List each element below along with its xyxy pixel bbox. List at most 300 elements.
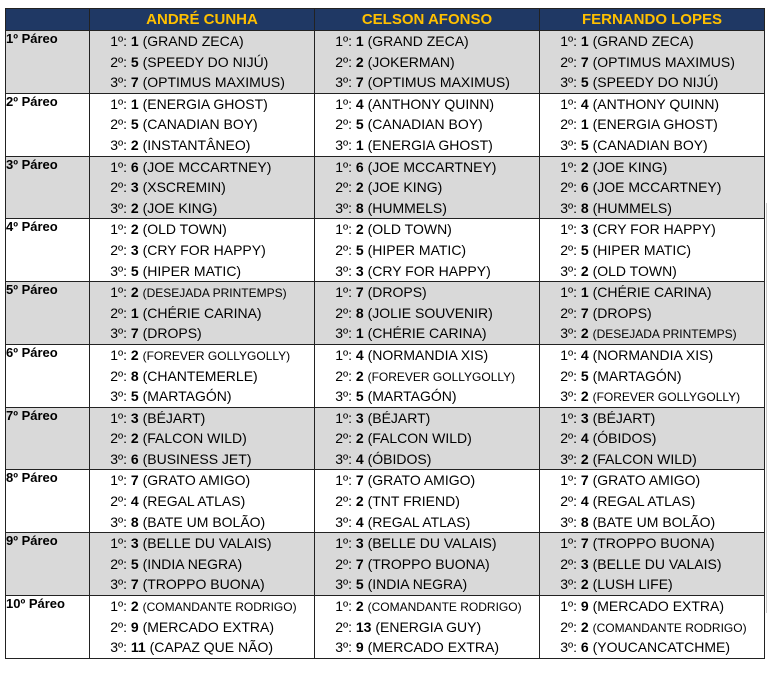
horse-name: (BATE UM BOLÃO) (142, 513, 266, 530)
race-row (6, 344, 765, 407)
horse-number: 2 (355, 430, 364, 447)
horse-number: 1 (355, 33, 364, 49)
pick-position: 2º: (335, 367, 352, 384)
pick-position: 3º: (560, 450, 577, 467)
horse-name: (MERCADO EXTRA) (367, 639, 500, 656)
horse-name: (CANADIAN BOY) (367, 116, 483, 133)
tipster-picks-cell (90, 31, 315, 94)
horse-number: 4 (580, 430, 589, 447)
pick-line (315, 261, 539, 282)
pick-line (90, 366, 314, 387)
pick-position: 2º: (560, 179, 577, 196)
pick-line (540, 219, 764, 240)
tipster-picks-cell (315, 282, 540, 345)
pick-position: 3º: (335, 639, 352, 656)
horse-name: (DROPS) (367, 284, 427, 301)
horse-name: (MERCADO EXTRA) (142, 618, 275, 635)
horse-number: 7 (130, 74, 139, 91)
pick-line (90, 240, 314, 261)
tipster-header: CELSON AFONSO (315, 9, 540, 31)
pick-position: 2º: (560, 555, 577, 572)
horse-number: 5 (580, 367, 589, 384)
horse-name: (INDIA NEGRA) (367, 576, 468, 593)
pick-position: 2º: (335, 304, 352, 321)
horse-name: (BÉJART) (367, 409, 431, 426)
horse-name: (GRAND ZECA) (592, 33, 694, 49)
horse-name: (CHANTEMERLE) (142, 367, 258, 384)
pick-line (90, 177, 314, 198)
pick-line (315, 554, 539, 575)
horse-number: 7 (580, 53, 589, 70)
pick-line (540, 52, 764, 73)
horse-number: 3 (580, 221, 589, 238)
horse-number: 1 (130, 33, 139, 49)
pick-line (315, 512, 539, 533)
pick-line (90, 261, 314, 282)
pick-line (90, 219, 314, 240)
horse-name: (HUMMELS) (367, 199, 447, 216)
horse-number: 5 (130, 388, 139, 405)
horse-number: 2 (580, 618, 589, 635)
pick-line (315, 72, 539, 93)
horse-name: (MARTAGÓN) (592, 367, 682, 384)
horse-number: 9 (580, 598, 589, 615)
horse-name: (JOLIE SOUVENIR) (367, 304, 493, 321)
pick-line (90, 596, 314, 617)
pick-position: 2º: (335, 430, 352, 447)
horse-name: (GRATO AMIGO) (367, 472, 476, 489)
horse-number: 1 (355, 325, 364, 342)
horse-number: 5 (355, 116, 364, 133)
race-label: 7º Páreo (6, 407, 90, 470)
pick-line (540, 512, 764, 533)
pick-position: 3º: (110, 639, 127, 656)
pick-position: 1º: (560, 95, 577, 112)
pick-position: 1º: (560, 346, 577, 363)
horse-name: (ENERGIA GHOST) (592, 116, 718, 133)
pick-position: 2º: (560, 116, 577, 133)
pick-line (540, 470, 764, 491)
horse-number: 1 (355, 136, 364, 153)
horse-number: 5 (580, 74, 589, 91)
pick-position: 3º: (110, 325, 127, 342)
horse-number: 8 (580, 199, 589, 216)
pick-line (90, 386, 314, 407)
horse-name: (FALCON WILD) (592, 450, 697, 467)
horse-number: 2 (130, 136, 139, 153)
pick-position: 3º: (335, 450, 352, 467)
pick-position: 1º: (335, 284, 352, 301)
horse-name: (INSTANTÂNEO) (142, 136, 251, 153)
pick-position: 3º: (110, 136, 127, 153)
horse-name: (GRATO AMIGO) (142, 472, 251, 489)
horse-name: (ANTHONY QUINN) (367, 95, 495, 112)
pick-line (315, 386, 539, 407)
pick-line (540, 177, 764, 198)
tipster-picks-cell (540, 93, 765, 156)
horse-number: 4 (580, 493, 589, 510)
horse-name: (HIPER MATIC) (592, 241, 692, 258)
pick-position: 1º: (110, 221, 127, 238)
pick-line (315, 637, 539, 658)
horse-name: (CANADIAN BOY) (142, 116, 258, 133)
horse-name: (DESEJADA PRINTEMPS) (592, 327, 737, 342)
horse-name: (HUMMELS) (592, 199, 672, 216)
pick-line (90, 345, 314, 366)
race-label: 2º Páreo (6, 93, 90, 156)
pick-line (315, 282, 539, 303)
pick-line (540, 31, 764, 52)
pick-line (540, 449, 764, 470)
pick-line (315, 114, 539, 135)
horse-number: 1 (580, 33, 589, 49)
pick-line (90, 323, 314, 344)
pick-position: 3º: (110, 388, 127, 405)
horse-number: 7 (130, 325, 139, 342)
horse-number: 2 (130, 221, 139, 238)
pick-line (315, 449, 539, 470)
pick-line (315, 345, 539, 366)
horse-number: 5 (580, 136, 589, 153)
pick-position: 3º: (335, 576, 352, 593)
pick-position: 1º: (335, 346, 352, 363)
horse-number: 3 (580, 555, 589, 572)
horse-name: (ÓBIDOS) (592, 430, 657, 447)
pick-position: 2º: (560, 430, 577, 447)
horse-name: (OLD TOWN) (142, 221, 227, 238)
horse-name: (OPTIMUS MAXIMUS) (367, 74, 510, 91)
horse-number: 5 (580, 241, 589, 258)
pick-position: 2º: (560, 304, 577, 321)
horse-number: 2 (130, 199, 139, 216)
horse-name: (MARTAGÓN) (367, 388, 457, 405)
pick-line (315, 157, 539, 178)
horse-name: (BÉJART) (592, 409, 656, 426)
horse-number: 9 (130, 618, 139, 635)
horse-number: 2 (355, 367, 364, 384)
pick-position: 2º: (335, 555, 352, 572)
pick-line (315, 177, 539, 198)
pick-position: 2º: (560, 493, 577, 510)
race-label: 1º Páreo (6, 31, 90, 94)
race-label: 10º Páreo (6, 596, 90, 659)
pick-position: 2º: (110, 367, 127, 384)
pick-line (540, 554, 764, 575)
pick-line (540, 303, 764, 324)
pick-line (540, 94, 764, 115)
race-row (6, 31, 765, 94)
horse-name: (ENERGIA GHOST) (367, 136, 493, 153)
pick-line (90, 512, 314, 533)
horse-name: (JOKERMAN) (367, 53, 455, 70)
pick-line (90, 491, 314, 512)
race-label: 6º Páreo (6, 344, 90, 407)
pick-line (540, 491, 764, 512)
pick-line (540, 574, 764, 595)
horse-name: (CANADIAN BOY) (592, 136, 708, 153)
pick-position: 3º: (560, 576, 577, 593)
horse-number: 1 (580, 284, 589, 301)
horse-number: 2 (580, 262, 589, 279)
picks-table (5, 8, 765, 659)
pick-line (90, 637, 314, 658)
pick-line (315, 135, 539, 156)
horse-name: (MARTAGÓN) (142, 388, 232, 405)
pick-position: 3º: (560, 388, 577, 405)
pick-line (540, 408, 764, 429)
horse-number: 3 (355, 535, 364, 552)
pick-position: 2º: (335, 618, 352, 635)
horse-number: 5 (355, 388, 364, 405)
pick-line (540, 533, 764, 554)
pick-line (90, 135, 314, 156)
horse-number: 2 (355, 493, 364, 510)
horse-name: (GRAND ZECA) (367, 33, 469, 49)
horse-number: 4 (355, 95, 364, 112)
pick-position: 2º: (110, 618, 127, 635)
pick-line (315, 240, 539, 261)
horse-name: (FOREVER GOLLYGOLLY) (367, 369, 516, 384)
pick-line (90, 533, 314, 554)
pick-line (540, 114, 764, 135)
race-row (6, 219, 765, 282)
horse-name: (OLD TOWN) (592, 262, 677, 279)
pick-line (90, 282, 314, 303)
pick-position: 2º: (335, 493, 352, 510)
tipster-picks-cell (90, 219, 315, 282)
horse-number: 2 (355, 53, 364, 70)
pick-position: 1º: (560, 409, 577, 426)
pick-position: 2º: (110, 179, 127, 196)
pick-line (90, 114, 314, 135)
horse-number: 7 (355, 74, 364, 91)
pick-position: 3º: (560, 325, 577, 342)
pick-position: 1º: (335, 95, 352, 112)
pick-line (540, 428, 764, 449)
pick-line (315, 52, 539, 73)
horse-name: (JOE MCCARTNEY) (592, 179, 722, 196)
horse-name: (MERCADO EXTRA) (592, 598, 725, 615)
horse-name: (INDIA NEGRA) (142, 555, 243, 572)
pick-position: 1º: (110, 33, 127, 49)
pick-line (540, 261, 764, 282)
horse-number: 7 (355, 555, 364, 572)
horse-number: 3 (580, 409, 589, 426)
horse-number: 7 (355, 472, 364, 489)
pick-position: 1º: (110, 598, 127, 615)
horse-name: (FALCON WILD) (142, 430, 247, 447)
horse-name: (JOE KING) (142, 199, 218, 216)
pick-position: 1º: (335, 221, 352, 238)
pick-line (540, 345, 764, 366)
pick-position: 1º: (560, 472, 577, 489)
pick-position: 3º: (560, 262, 577, 279)
horse-number: 7 (130, 576, 139, 593)
pick-position: 2º: (110, 555, 127, 572)
pick-line (315, 428, 539, 449)
tipster-picks-cell (540, 31, 765, 94)
pick-position: 2º: (560, 241, 577, 258)
horse-number: 3 (355, 262, 364, 279)
pick-line (540, 617, 764, 638)
horse-name: (FOREVER GOLLYGOLLY) (592, 390, 741, 405)
horse-name: (BELLE DU VALAIS) (142, 535, 272, 552)
horse-name: (FALCON WILD) (367, 430, 472, 447)
pick-position: 2º: (560, 367, 577, 384)
horse-number: 5 (130, 262, 139, 279)
pick-line (90, 554, 314, 575)
pick-line (315, 94, 539, 115)
pick-position: 2º: (335, 179, 352, 196)
pick-position: 2º: (110, 493, 127, 510)
pick-line (90, 198, 314, 219)
pick-position: 3º: (110, 199, 127, 216)
horse-number: 8 (130, 367, 139, 384)
pick-position: 3º: (560, 74, 577, 91)
pick-line (315, 491, 539, 512)
tipster-header: FERNANDO LOPES (540, 9, 765, 31)
pick-position: 3º: (560, 639, 577, 656)
pick-position: 1º: (335, 158, 352, 175)
tipster-picks-cell (315, 219, 540, 282)
horse-name: (XSCREMIN) (142, 179, 226, 196)
horse-number: 2 (580, 388, 589, 405)
pick-position: 1º: (110, 95, 127, 112)
pick-line (540, 198, 764, 219)
horse-number: 2 (580, 450, 589, 467)
pick-line (315, 617, 539, 638)
pick-position: 1º: (335, 409, 352, 426)
race-label: 8º Páreo (6, 470, 90, 533)
horse-name: (HIPER MATIC) (142, 262, 242, 279)
pick-line (315, 470, 539, 491)
pick-position: 3º: (110, 576, 127, 593)
horse-number: 1 (580, 116, 589, 133)
tipster-picks-cell (90, 470, 315, 533)
race-row (6, 470, 765, 533)
horse-name: (TROPPO BUONA) (367, 555, 490, 572)
horse-name: (CRY FOR HAPPY) (142, 241, 266, 258)
horse-name: (GRAND ZECA) (142, 33, 244, 49)
pick-position: 1º: (560, 33, 577, 49)
pick-line (315, 219, 539, 240)
pick-position: 2º: (560, 618, 577, 635)
pick-position: 2º: (560, 53, 577, 70)
horse-number: 7 (355, 284, 364, 301)
tipster-picks-cell (540, 156, 765, 219)
horse-name: (JOE KING) (367, 179, 443, 196)
pick-position: 1º: (110, 158, 127, 175)
pick-line (540, 366, 764, 387)
pick-position: 1º: (335, 33, 352, 49)
horse-number: 2 (130, 430, 139, 447)
horse-name: (BUSINESS JET) (142, 450, 252, 467)
pick-position: 3º: (335, 136, 352, 153)
horse-number: 13 (355, 618, 372, 635)
pick-line (540, 157, 764, 178)
horse-name: (CRY FOR HAPPY) (367, 262, 491, 279)
horse-name: (JOE MCCARTNEY) (142, 158, 272, 175)
pick-line (90, 617, 314, 638)
pick-line (540, 596, 764, 617)
page-edge-line (766, 203, 770, 613)
race-row (6, 156, 765, 219)
horse-name: (LUSH LIFE) (592, 576, 673, 593)
pick-position: 3º: (335, 325, 352, 342)
horse-name: (YOUCANCATCHME) (592, 639, 730, 656)
pick-line (315, 31, 539, 52)
tipster-picks-cell (315, 93, 540, 156)
header-row (6, 9, 765, 31)
horse-number: 4 (580, 95, 589, 112)
pick-position: 3º: (560, 513, 577, 530)
horse-name: (COMANDANTE RODRIGO) (367, 600, 522, 615)
horse-number: 8 (130, 513, 139, 530)
pick-line (540, 323, 764, 344)
horse-number: 4 (355, 513, 364, 530)
pick-line (315, 574, 539, 595)
horse-name: (TROPPO BUONA) (592, 535, 715, 552)
tipster-header: ANDRÉ CUNHA (90, 9, 315, 31)
pick-line (540, 386, 764, 407)
pick-line (90, 470, 314, 491)
race-label: 3º Páreo (6, 156, 90, 219)
race-label: 5º Páreo (6, 282, 90, 345)
tipster-picks-cell (315, 407, 540, 470)
tipster-picks-cell (540, 596, 765, 659)
pick-position: 1º: (110, 409, 127, 426)
horse-number: 3 (130, 179, 139, 196)
tipster-picks-cell (90, 344, 315, 407)
pick-line (540, 240, 764, 261)
tipster-picks-cell (315, 596, 540, 659)
pick-position: 3º: (110, 450, 127, 467)
pick-position: 1º: (110, 535, 127, 552)
horse-name: (FOREVER GOLLYGOLLY) (142, 348, 291, 363)
pick-line (90, 157, 314, 178)
horse-number: 4 (130, 493, 139, 510)
tipster-picks-cell (315, 470, 540, 533)
horse-name: (NORMANDIA XIS) (367, 346, 489, 363)
pick-position: 3º: (335, 199, 352, 216)
horse-number: 5 (355, 576, 364, 593)
horse-name: (OPTIMUS MAXIMUS) (142, 74, 285, 91)
horse-number: 1 (130, 95, 139, 112)
pick-position: 2º: (110, 116, 127, 133)
horse-number: 11 (130, 639, 146, 656)
horse-number: 5 (130, 53, 139, 70)
race-row (6, 93, 765, 156)
horse-name: (CHÉRIE CARINA) (367, 325, 487, 342)
horse-number: 6 (580, 179, 589, 196)
pick-line (315, 198, 539, 219)
horse-name: (ANTHONY QUINN) (592, 95, 720, 112)
horse-number: 7 (130, 472, 139, 489)
pick-position: 1º: (560, 598, 577, 615)
horse-number: 8 (355, 199, 364, 216)
horse-name: (ÓBIDOS) (367, 450, 432, 467)
horse-number: 5 (355, 241, 364, 258)
pick-position: 1º: (560, 221, 577, 238)
horse-name: (BELLE DU VALAIS) (367, 535, 497, 552)
tipster-picks-cell (90, 156, 315, 219)
horse-number: 3 (130, 535, 139, 552)
horse-name: (CHÉRIE CARINA) (592, 284, 712, 301)
horse-name: (BATE UM BOLÃO) (592, 513, 716, 530)
horse-name: (REGAL ATLAS) (367, 513, 471, 530)
pick-position: 3º: (560, 199, 577, 216)
pick-position: 3º: (110, 262, 127, 279)
